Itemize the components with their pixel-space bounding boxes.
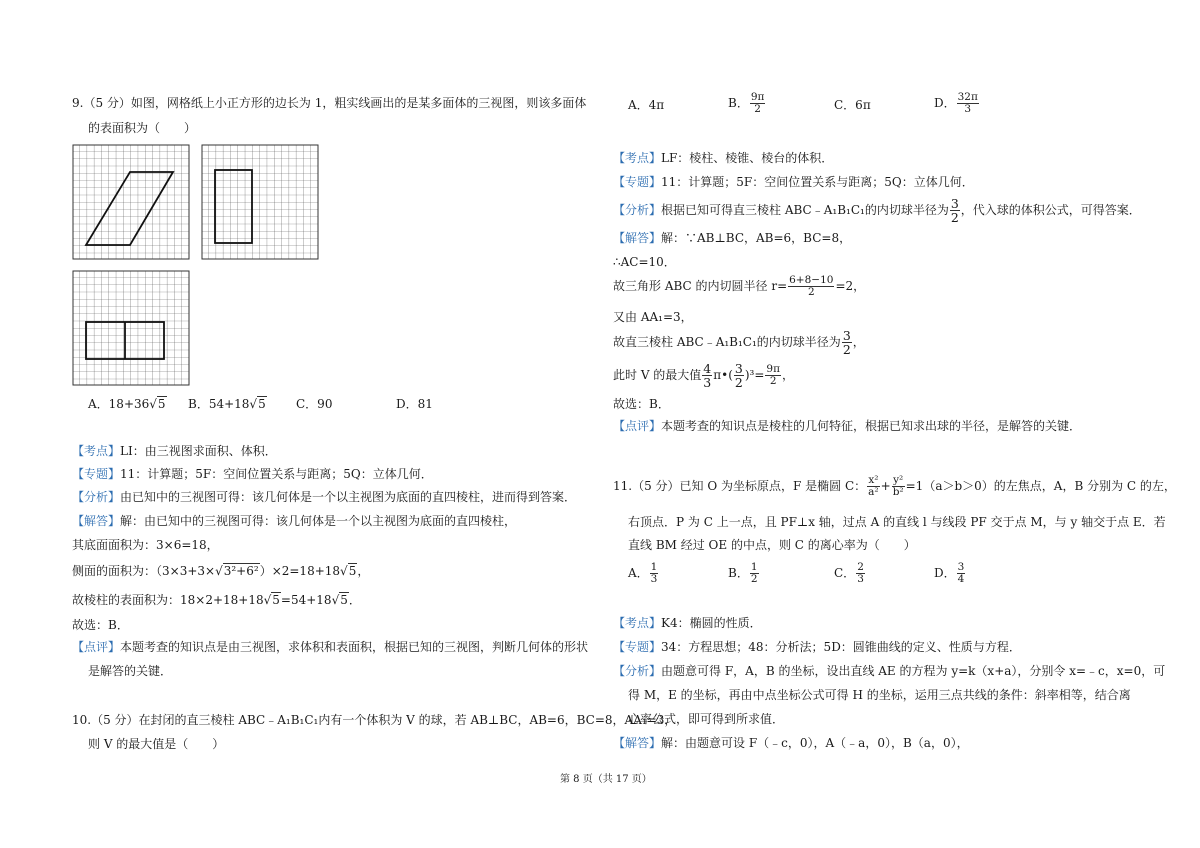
q9-choose: 故选：B． — [72, 618, 129, 632]
q11-jieda: 【解答】解：由题意可设 F（﹣c，0），A（﹣a，0），B（a，0）， — [613, 736, 969, 750]
top-view-figure — [72, 270, 190, 386]
q10-jieda: 【解答】解：∵AB⊥BC，AB=6，BC=8， — [613, 231, 852, 245]
q11-fenxi-line2: 得 M，E 的坐标，再由中点坐标公式可得 H 的坐标，运用三点共线的条件：斜率相等，结合离 — [628, 688, 1131, 702]
q9-option-b: B．54+18√5 — [188, 397, 266, 411]
q11-stem-line1: 11.（5 分）已知 O 为坐标原点，F 是椭圆 C： $\frac{\text{x²}}{\text{a²}}$ + $\frac{\text{y²}}{\text{b²}}$ =1（a＞b＞0）的左焦点，A，B 分别为 C 的左， — [613, 474, 1176, 498]
q10-stem-line1: 10.（5 分）在封闭的直三棱柱 ABC﹣A₁B₁C₁内有一个体积为 V 的球，若 AB⊥BC，AB=6，BC=8，AA₁=3， — [72, 713, 677, 727]
q10-option-c: C．6π — [834, 98, 871, 112]
q10-option-a: A．4π — [628, 98, 665, 112]
q11-option-c: C． $\frac{2}{3}$ — [834, 561, 864, 585]
q9-base-area: 其底面面积为：3×6=18， — [72, 538, 219, 552]
q10-zhuanti: 【专题】11：计算题；5F：空间位置关系与距离；5Q：立体几何． — [613, 175, 974, 189]
q10-stem-line2: 则 V 的最大值是（ ） — [88, 737, 225, 751]
q10-incircle-radius: 故三角形 ABC 的内切圆半径 r= $\frac{6+8-10}{2}$ =2， — [613, 274, 866, 298]
q9-option-d: D．81 — [396, 397, 433, 411]
q11-kaodian: 【考点】K4：椭圆的性质． — [613, 616, 762, 630]
q9-surface-area: 故棱柱的表面积为：18×2+18+18√5=54+18√5． — [72, 593, 361, 607]
q9-stem-line1: 9.（5 分）如图，网格纸上小正方形的边长为 1，粗实线画出的是某多面体的三视图，则该多面体 — [72, 96, 587, 110]
q9-option-a: A．18+36√5 — [88, 397, 166, 411]
front-view-figure — [72, 144, 190, 260]
q11-zhuanti: 【专题】34：方程思想；48：分析法；5D：圆锥曲线的定义、性质与方程． — [613, 640, 1021, 654]
q9-stem-line2: 的表面积为（ ） — [88, 121, 197, 135]
q11-fenxi-line3: 心率公式，即可得到所求值． — [628, 712, 785, 726]
q11-stem-line3: 直线 BM 经过 OE 的中点，则 C 的离心率为（ ） — [628, 538, 916, 552]
q9-option-c: C．90 — [296, 397, 333, 411]
q10-fenxi: 【分析】根据已知可得直三棱柱 ABC﹣A₁B₁C₁的内切球半径为 $\frac{3}{2}$ ，代入球的体积公式，可得答案． — [613, 196, 1141, 225]
q10-choose: 故选：B． — [613, 397, 670, 411]
q10-sphere-radius: 故直三棱柱 ABC﹣A₁B₁C₁的内切球半径为 $\frac{3}{2}$ ， — [613, 328, 865, 357]
side-view-figure — [201, 144, 319, 260]
page-number: 第 8 页（共 17 页） — [560, 774, 652, 785]
q10-kaodian: 【考点】LF：棱柱、棱锥、棱台的体积． — [613, 151, 834, 165]
q10-dianping: 【点评】本题考查的知识点是棱柱的几何特征，根据已知求出球的半径，是解答的关键． — [613, 419, 1082, 433]
q11-option-d: D． $\frac{3}{4}$ — [934, 561, 965, 585]
q10-option-d: D． $\frac{32\pi}{3}$ — [934, 91, 978, 115]
q10-option-b: B． $\frac{9\pi}{2}$ — [728, 91, 765, 115]
q9-jieda: 【解答】解：由已知中的三视图可得：该几何体是一个以主视图为底面的直四棱柱， — [72, 514, 517, 528]
q9-zhuanti: 【专题】11：计算题；5F：空间位置关系与距离；5Q：立体几何． — [72, 467, 433, 481]
q9-dianping-line1: 【点评】本题考查的知识点是由三视图，求体积和表面积，根据已知的三视图，判断几何体的形状 — [72, 640, 589, 654]
q9-side-area: 侧面的面积为：（3×3+3×√3²+6²）×2=18+18√5， — [72, 564, 370, 578]
q11-option-a: A． $\frac{1}{3}$ — [628, 561, 658, 585]
q9-dianping-line2: 是解答的关键． — [88, 664, 173, 678]
q11-fenxi-line1: 【分析】由题意可得 F，A，B 的坐标，设出直线 AE 的方程为 y=k（x+a），分别令 x=﹣c，x=0，可 — [613, 664, 1166, 678]
q11-option-b: B． $\frac{1}{2}$ — [728, 561, 758, 585]
q11-stem-line2: 右顶点．P 为 C 上一点，且 PF⊥x 轴，过点 A 的直线 l 与线段 PF 交于点 M，与 y 轴交于点 E．若 — [628, 515, 1166, 529]
q9-fenxi: 【分析】由已知中的三视图可得：该几何体是一个以主视图为底面的直四棱柱，进而得到答案． — [72, 490, 577, 504]
q9-kaodian: 【考点】LI：由三视图求面积、体积． — [72, 444, 277, 458]
q10-aa1: 又由 AA₁=3， — [613, 310, 693, 324]
q10-vmax: 此时 V 的最大值 $\frac{4}{3}$ π•( $\frac{3}{2}$ )³= $\frac{9\pi}{2}$ ， — [613, 361, 795, 390]
q10-ac: ∴AC=10． — [613, 255, 676, 269]
